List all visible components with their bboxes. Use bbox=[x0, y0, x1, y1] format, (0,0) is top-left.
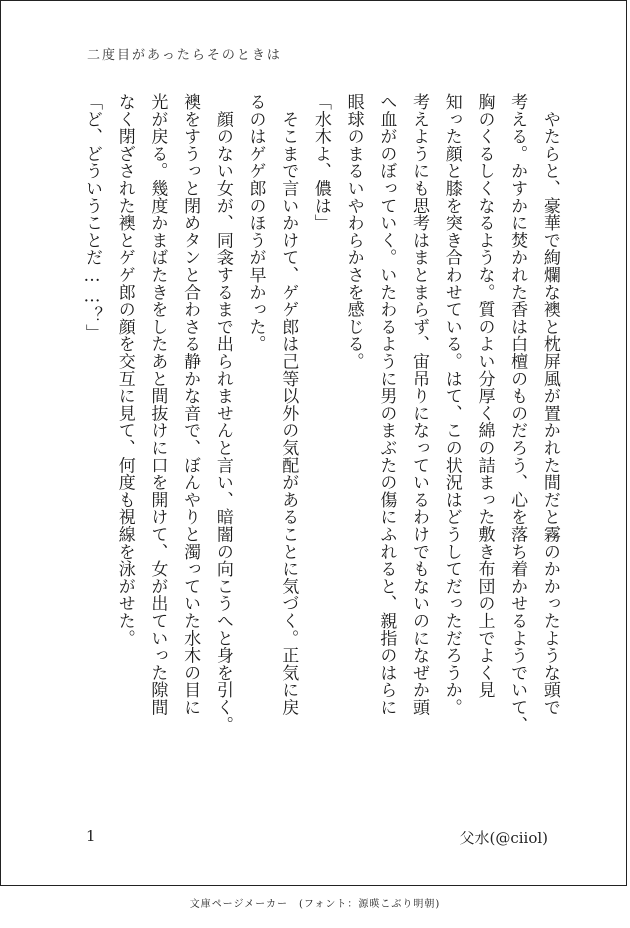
text-column: 考えようにも思考はまとまらず、宙吊りになっているわけでもないのになぜか頭 bbox=[409, 93, 430, 716]
body-text bbox=[81, 93, 561, 803]
text-column: やたらと、豪華で絢爛な襖と枕屏風が置かれた間だと霧のかかったような頭で bbox=[539, 93, 560, 716]
text-column: そこまで言いかけて、ゲゲ郎は己等以外の気配があることに気づく。正気に戻 bbox=[278, 93, 299, 716]
header-title: 二度目があったらそのときは bbox=[87, 48, 282, 63]
text-column: なく閉ざされた襖とゲゲ郎の顔を交互に見て、何度も視線を泳がせた。 bbox=[114, 93, 135, 647]
text-column: るのはゲゲ郎のほうが早かった。 bbox=[245, 93, 266, 353]
generator-credit: 文庫ページメーカー (フォント：源暎こぶり明朝) bbox=[189, 899, 441, 910]
text-column: へ血がのぼっていく。いたわるように男のまぶたの傷にふれると、親指のはらに bbox=[376, 93, 397, 716]
text-column: 「水木よ、儂は」 bbox=[310, 93, 331, 232]
text-column: 考える。かすかに焚かれた香は白檀のものだろう、心を落ち着かせるようでいて、 bbox=[507, 93, 528, 734]
text-column: 知った顔と膝を突き合わせている。はて、この状況はどうしてだっただろうか。 bbox=[441, 93, 462, 716]
page-number: 1 bbox=[86, 827, 96, 845]
text-column: 胸のくるしくなるような。質のよい分厚く綿の詰まった敷き布団の上でよく見 bbox=[474, 93, 495, 699]
text-column: 光が戻る。幾度かまばたきをしたあと間抜けに口を開けて、女が出ていった隙間 bbox=[147, 93, 168, 716]
author-credit: 父水(@ciiol) bbox=[459, 829, 548, 847]
text-column: 顔のない女が、同衾するまで出られませんと言い、暗闇の向こうへと身を引く。 bbox=[212, 93, 233, 734]
text-column: 「ど、どういうことだ……？」 bbox=[82, 93, 102, 342]
text-column: 眼球のまるいやわらかさを感じる。 bbox=[343, 93, 364, 370]
text-column: 襖をすうっと閉めタンと合わさる静かな音で、ぼんやりと濁っていた水木の目に bbox=[180, 93, 201, 716]
